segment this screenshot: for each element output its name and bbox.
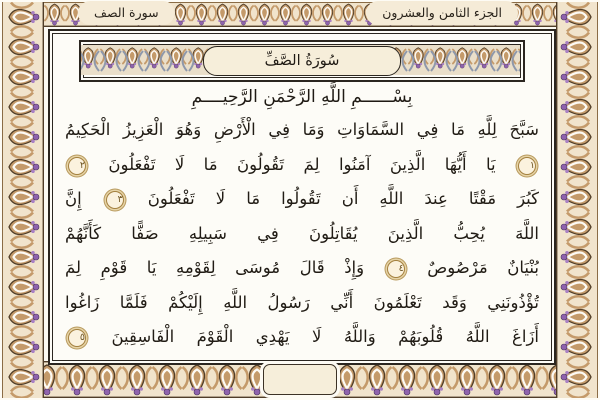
verse-number-medallion: ٥ (68, 329, 86, 347)
verse-number-medallion: ٢ (68, 157, 86, 175)
verse-text: يَا أَيُّهَا الَّذِينَ آمَنُوا لِمَ تَقُولُونَ مَا لَا تَفْعَلُونَ (108, 154, 496, 174)
verse-number-medallion: ١ (518, 157, 536, 175)
quran-line (65, 251, 539, 284)
surah-title-text: سُورَةُ الصَّفِّ (264, 53, 340, 69)
juz-header-label: الجزء الثامن والعشرون (368, 3, 516, 23)
quran-line (65, 113, 539, 146)
quran-line (65, 286, 539, 319)
surah-header-label: سورة الصف (80, 3, 173, 23)
verse-text: إِنَّ (65, 189, 82, 208)
verse-number-medallion: ٤ (387, 260, 405, 278)
verse-text: اللَّهَ يُحِبُّ الَّذِينَ يُقَاتِلُونَ فِي سَبِيلِهِ صَفًّا كَأَنَّهُمْ (65, 223, 539, 243)
quran-line (65, 320, 539, 353)
verse-text: أَزَاغَ اللَّهُ قُلُوبَهُمْ وَاللَّهُ لَا يَهْدِي الْقَوْمَ الْفَاسِقِينَ (111, 327, 539, 346)
quran-line (65, 217, 539, 250)
verse-text: سَبَّحَ لِلَّهِ مَا فِي السَّمَاوَاتِ وَمَا فِي الْأَرْضِ وَهُوَ الْعَزِيزُ الْحَكِيمُ (65, 120, 539, 139)
verse-lines (65, 113, 539, 353)
verse-text: كَبُرَ مَقْتًا عِندَ اللَّهِ أَن تَقُولُوا مَا لَا تَفْعَلُونَ (147, 189, 539, 208)
page-number-cartouche (263, 364, 337, 395)
surah-title-cartouche (203, 46, 401, 76)
verse-text: وَإِذْ قَالَ مُوسَى لِقَوْمِهِ يَا قَوْمِ لِمَ (65, 258, 365, 277)
verse-number-medallion: ٣ (106, 191, 124, 209)
bismillah-text: بِسْــــــمِ اللَّهِ الرَّحْمَنِ الرَّحِيــــمِ (191, 87, 413, 107)
verse-text: بُنْيَانٌ مَرْصُوصٌ (427, 258, 539, 277)
quran-line (65, 182, 539, 215)
ornamental-border-right (556, 2, 598, 398)
ornamental-border-left (2, 2, 44, 398)
page-frame-inner (52, 33, 552, 361)
verse-text: تُؤْذُونَنِي وَقَد تَعْلَمُونَ أَنِّي رَسُولُ اللَّهِ إِلَيْكُمْ فَلَمَّا زَاغُوا (65, 292, 539, 312)
surah-title-banner (79, 40, 525, 82)
quran-line (65, 148, 539, 181)
page-frame (48, 29, 556, 365)
